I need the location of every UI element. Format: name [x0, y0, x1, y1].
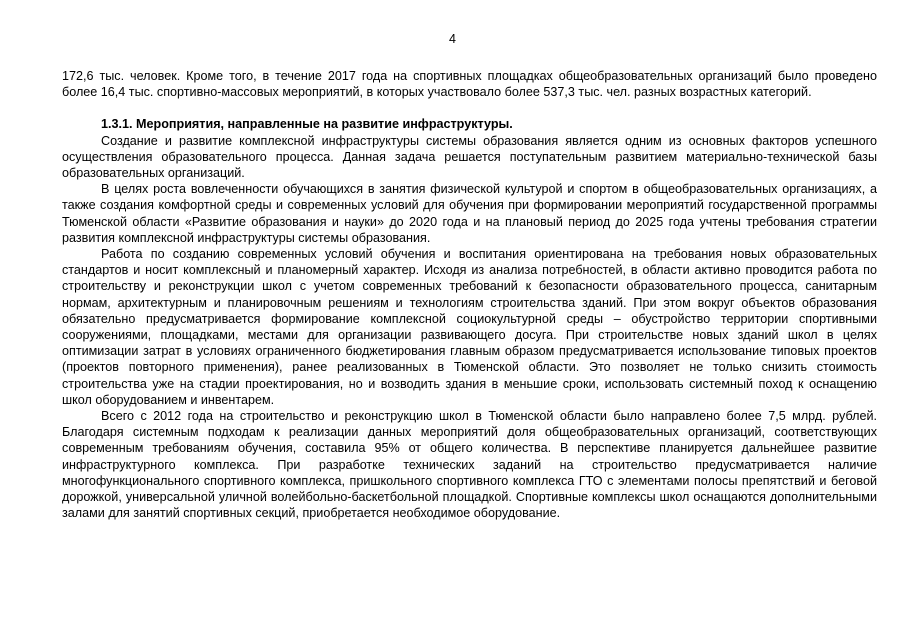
section-paragraph-2: В целях роста вовлеченности обучающихся в занятия физической культурой и спортом в общеобразовательных организациях, а также создания комфортной среды и современных условий для обучения при формировании мероприятий государственной программы Тюменской области «Развитие образования и науки» до 2020 года и на плановый период до 2025 года учтены требования стратегии развития комплексной инфраструктуры системы образования. — [62, 182, 877, 245]
section-heading: 1.3.1. Мероприятия, направленные на развитие инфраструктуры. — [101, 117, 513, 132]
section-paragraph-4: Всего с 2012 года на строительство и реконструкцию школ в Тюменской области было направлено более 7,5 млрд. рублей. Благодаря системным подходам к реализации данных мероприятий доля общеобразовательных организаций, соответствующих современным требованиям обучения, составила 95% от общего количества. В перспективе планируется дальнейшее развитие инфраструктурного комплекса. При разработке технических заданий на строительство предусматривается наличие многофункционального спортивного комплекса, пришкольного спортивного комплекса ГТО с элементами полосы препятствий и беговой дорожкой, универсальной уличной волейбольно-баскетбольной площадкой. Спортивные комплексы школ оснащаются дополнительными залами для занятий спортивных секций, приобретается необходимое оборудование. — [62, 409, 877, 521]
intro-paragraph: 172,6 тыс. человек. Кроме того, в течение 2017 года на спортивных площадках общеобразовательных организаций было проведено более 16,4 тыс. спортивно-массовых мероприятий, в которых участвовало более 537,3 тыс. чел. разных возрастных категорий. — [62, 69, 877, 100]
section-paragraph-3: Работа по созданию современных условий обучения и воспитания ориентирована на требования новых образовательных стандартов и носит комплексный и планомерный характер. Исходя из анализа потребностей, в области активно проводится работа по строительству и реконструкции школ с учетом современных требований к безопасности образовательного процесса, санитарным нормам, архитектурным и планировочным решениям и технологиям строительства зданий. При этом вокруг объектов образования обязательно предусматривается формирование комплексной социокультурной среды – обустройство территории спортивными сооружениями, площадками, местами для организации развивающего досуга. При строительстве новых зданий школ в целях оптимизации затрат в условиях ограниченного бюджетирования главным образом предусматривается использование типовых проектов (проектов повторного применения), ранее реализованных в Тюменской области. Это позволяет не только снизить стоимость строительства уже на стадии проектирования, но и возводить здания в меньшие сроки, использовать системный поход к оснащению школ оборудованием и инвентарем. — [62, 247, 877, 407]
page-number: 4 — [449, 32, 456, 46]
document-body — [62, 68, 877, 521]
section-paragraph-1: Создание и развитие комплексной инфраструктуры системы образования является одним из основных факторов успешного осуществления образовательного процесса. Данная задача решается поступательным развитием материально-технической базы образовательных организаций. — [62, 133, 877, 181]
